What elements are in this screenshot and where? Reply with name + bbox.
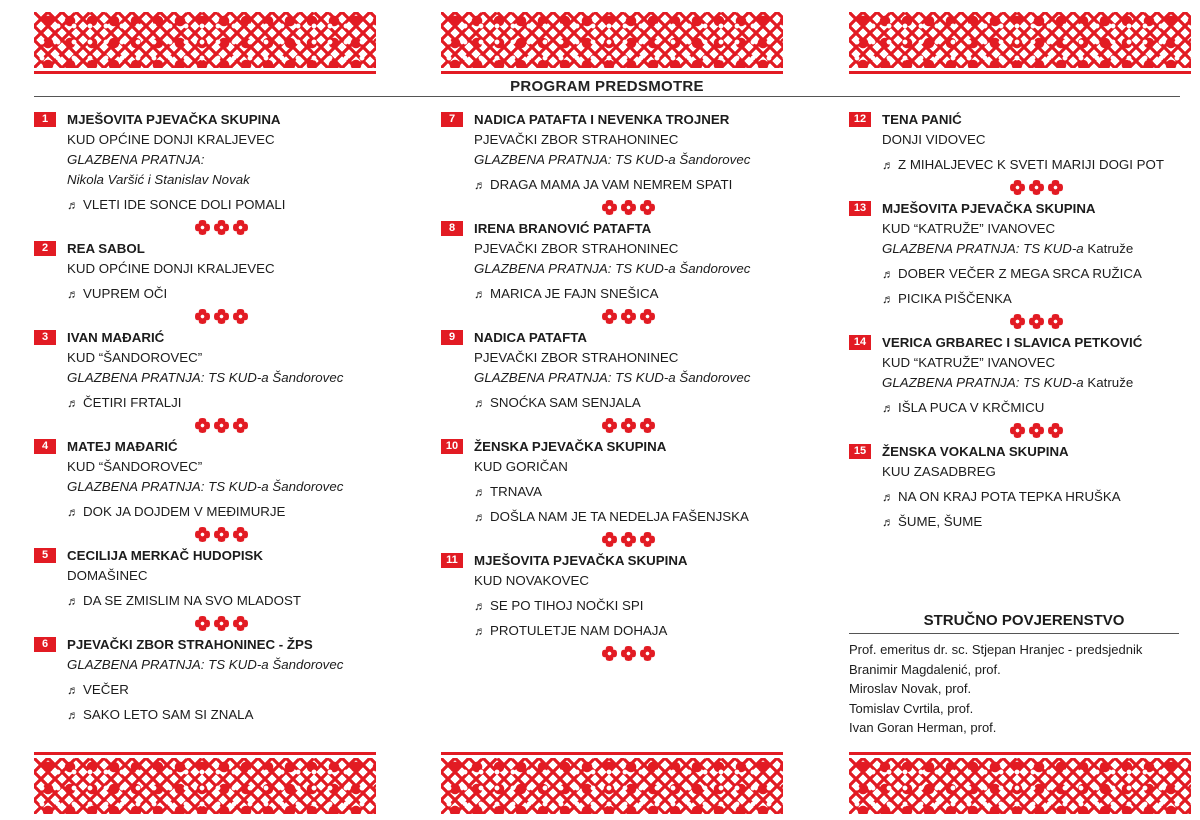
song-title: NA ON KRAJ POTA TEPKA HRUŠKA <box>898 489 1121 504</box>
song-title: PROTULETJE NAM DOHAJA <box>490 623 668 638</box>
entry-number-badge: 15 <box>849 444 871 459</box>
flower-divider <box>441 195 786 219</box>
accompaniment-text: GLAZBENA PRATNJA: TS KUD-a Šandorovec <box>67 657 344 672</box>
music-note-icon: ♬ <box>67 287 79 301</box>
committee-member: Ivan Goran Herman, prof. <box>849 720 997 735</box>
music-note-icon: ♬ <box>67 594 79 608</box>
flower-icon <box>233 616 248 631</box>
program-entry <box>441 110 786 195</box>
flower-icon <box>233 418 248 433</box>
program-entry <box>34 110 379 215</box>
music-note-icon: ♬ <box>882 515 894 529</box>
song-item <box>67 195 379 215</box>
flower-divider <box>849 309 1194 333</box>
accompaniment-line <box>67 655 379 675</box>
song-title: DOK JA DOJDEM V MEĐIMURJE <box>83 504 286 519</box>
flower-icon <box>640 200 655 215</box>
entry-number-badge: 7 <box>441 112 463 127</box>
flower-icon <box>214 616 229 631</box>
performer-name: NADICA PATAFTA I NEVENKA TROJNER <box>474 112 730 127</box>
flower-icon <box>233 309 248 324</box>
song-title: SAKO LETO SAM SI ZNALA <box>83 707 254 722</box>
accompaniment-line <box>882 373 1194 393</box>
song-title: DA SE ZMISLIM NA SVO MLADOST <box>83 593 301 608</box>
flower-icon <box>621 200 636 215</box>
song-item <box>882 487 1194 507</box>
flower-divider <box>34 611 379 635</box>
flower-icon <box>602 646 617 661</box>
flower-icon <box>1029 423 1044 438</box>
program-column-3 <box>849 110 1194 532</box>
committee-member: Tomislav Cvrtila, prof. <box>849 700 974 716</box>
song-item <box>67 502 379 522</box>
entry-number-badge: 13 <box>849 201 871 216</box>
entry-number-badge: 1 <box>34 112 56 127</box>
flower-icon <box>602 532 617 547</box>
music-note-icon: ♬ <box>474 485 486 499</box>
flower-icon <box>602 309 617 324</box>
song-item <box>67 705 379 725</box>
song-title: ČETIRI FRTALJI <box>83 395 182 410</box>
flower-icon <box>621 309 636 324</box>
flower-icon <box>1048 423 1063 438</box>
music-note-icon: ♬ <box>474 510 486 524</box>
flower-icon <box>233 220 248 235</box>
performer-name: TENA PANIĆ <box>882 112 962 127</box>
accompaniment-ensemble: Katruže <box>1087 241 1134 256</box>
song-title: Z MIHALJEVEC K SVETI MARIJI DOGI POT <box>898 157 1164 172</box>
program-entry <box>34 328 379 413</box>
performer-organization: KUD OPĆINE DONJI KRALJEVEC <box>67 132 275 147</box>
flower-icon <box>621 532 636 547</box>
song-item <box>67 680 379 700</box>
flower-divider <box>441 413 786 437</box>
music-note-icon: ♬ <box>474 287 486 301</box>
song-title: MARICA JE FAJN SNEŠICA <box>490 286 659 301</box>
music-note-icon: ♬ <box>474 624 486 638</box>
program-column-2 <box>441 110 786 665</box>
flower-divider <box>34 304 379 328</box>
program-entry <box>34 239 379 304</box>
flower-icon <box>1010 314 1025 329</box>
accompaniment-text: GLAZBENA PRATNJA: TS KUD-a Šandorovec <box>474 370 751 385</box>
song-item <box>474 507 786 527</box>
performer-organization: KUD “KATRUŽE” IVANOVEC <box>882 221 1056 236</box>
song-item <box>882 155 1194 175</box>
program-entry <box>441 437 786 527</box>
folk-ornament-top-left <box>34 12 376 68</box>
flower-icon <box>1010 423 1025 438</box>
accompaniment-ensemble: Katruže <box>1087 375 1134 390</box>
song-item <box>474 393 786 413</box>
performer-organization: KUU ZASADBREG <box>882 464 996 479</box>
performer-organization: KUD “KATRUŽE” IVANOVEC <box>882 355 1056 370</box>
music-note-icon: ♬ <box>474 178 486 192</box>
accompaniment-musicians: Nikola Varšić i Stanislav Novak <box>67 172 250 187</box>
song-title: ŠUME, ŠUME <box>898 514 983 529</box>
song-title: VEČER <box>83 682 129 697</box>
committee-section <box>849 612 1179 738</box>
accompaniment-line <box>67 477 379 497</box>
entry-number-badge: 12 <box>849 112 871 127</box>
flower-icon <box>195 220 210 235</box>
accompaniment-line <box>474 259 786 279</box>
entry-number-badge: 8 <box>441 221 463 236</box>
program-entry <box>849 199 1194 309</box>
song-item <box>882 289 1194 309</box>
song-item <box>474 596 786 616</box>
performer-organization: DONJI VIDOVEC <box>882 132 986 147</box>
folk-ornament-bottom-right <box>849 758 1191 814</box>
entry-number-badge: 4 <box>34 439 56 454</box>
flower-divider <box>441 641 786 665</box>
performer-organization: KUD “ŠANDOROVEC” <box>67 350 203 365</box>
music-note-icon: ♬ <box>882 158 894 172</box>
flower-icon <box>1010 180 1025 195</box>
song-title: DOŠLA NAM JE TA NEDELJA FAŠENJSKA <box>490 509 749 524</box>
committee-member: Branimir Magdalenić, prof. <box>849 661 1001 677</box>
music-note-icon: ♬ <box>882 292 894 306</box>
flower-divider <box>441 527 786 551</box>
song-item <box>67 284 379 304</box>
flower-divider <box>849 175 1194 199</box>
performer-organization: PJEVAČKI ZBOR STRAHONINEC <box>474 132 679 147</box>
accompaniment-line <box>882 239 1194 259</box>
accompaniment-text: GLAZBENA PRATNJA: TS KUD-a <box>882 241 1084 256</box>
song-item <box>882 398 1194 418</box>
entry-number-badge: 3 <box>34 330 56 345</box>
performer-organization: KUD OPĆINE DONJI KRALJEVEC <box>67 261 275 276</box>
entry-number-badge: 11 <box>441 553 463 568</box>
program-entry <box>441 219 786 304</box>
song-item <box>67 591 379 611</box>
entry-number-badge: 2 <box>34 241 56 256</box>
accompaniment-line <box>474 150 786 170</box>
performer-name: ŽENSKA PJEVAČKA SKUPINA <box>474 439 667 454</box>
performer-name: MATEJ MAĐARIĆ <box>67 439 178 454</box>
song-item <box>474 621 786 641</box>
song-title: DOBER VEČER Z MEGA SRCA RUŽICA <box>898 266 1142 281</box>
song-title: DRAGA MAMA JA VAM NEMREM SPATI <box>490 177 733 192</box>
program-entry <box>849 442 1194 532</box>
entry-number-badge: 9 <box>441 330 463 345</box>
music-note-icon: ♬ <box>67 708 79 722</box>
accompaniment-line <box>67 150 379 170</box>
committee-divider <box>849 633 1179 634</box>
flower-icon <box>195 527 210 542</box>
flower-divider <box>34 522 379 546</box>
performer-organization: DOMAŠINEC <box>67 568 148 583</box>
flower-icon <box>1029 314 1044 329</box>
performer-name: MJEŠOVITA PJEVAČKA SKUPINA <box>474 553 688 568</box>
title-divider <box>34 96 1180 97</box>
accompaniment-line <box>474 368 786 388</box>
accompaniment-text: GLAZBENA PRATNJA: TS KUD-a Šandorovec <box>67 370 344 385</box>
program-entry <box>34 635 379 725</box>
music-note-icon: ♬ <box>474 396 486 410</box>
music-note-icon: ♬ <box>882 267 894 281</box>
flower-icon <box>640 418 655 433</box>
folk-ornament-top-center <box>441 12 783 68</box>
committee-title: STRUČNO POVJERENSTVO <box>923 612 1125 629</box>
song-title: SE PO TIHOJ NOČKI SPI <box>490 598 644 613</box>
flower-icon <box>621 646 636 661</box>
flower-icon <box>640 309 655 324</box>
flower-icon <box>214 309 229 324</box>
flower-icon <box>195 309 210 324</box>
flower-icon <box>233 527 248 542</box>
song-item <box>474 482 786 502</box>
performer-name: CECILIJA MERKAČ HUDOPISK <box>67 548 264 563</box>
accompaniment-text: GLAZBENA PRATNJA: TS KUD-a Šandorovec <box>67 479 344 494</box>
entry-number-badge: 5 <box>34 548 56 563</box>
song-item <box>67 393 379 413</box>
performer-name: IRENA BRANOVIĆ PATAFTA <box>474 221 652 236</box>
flower-icon <box>195 418 210 433</box>
performer-organization: PJEVAČKI ZBOR STRAHONINEC <box>474 241 679 256</box>
performer-organization: KUD “ŠANDOROVEC” <box>67 459 203 474</box>
flower-icon <box>214 527 229 542</box>
program-entry <box>849 333 1194 418</box>
song-title: SNOĆKA SAM SENJALA <box>490 395 641 410</box>
performer-name: VERICA GRBAREC I SLAVICA PETKOVIĆ <box>882 335 1143 350</box>
flower-icon <box>640 646 655 661</box>
song-item <box>882 264 1194 284</box>
music-note-icon: ♬ <box>67 396 79 410</box>
accompaniment-line <box>67 368 379 388</box>
program-entry <box>441 551 786 641</box>
song-item <box>882 512 1194 532</box>
music-note-icon: ♬ <box>474 599 486 613</box>
song-title: TRNAVA <box>490 484 542 499</box>
entry-number-badge: 6 <box>34 637 56 652</box>
program-entry <box>34 546 379 611</box>
flower-icon <box>195 616 210 631</box>
flower-icon <box>214 418 229 433</box>
music-note-icon: ♬ <box>67 683 79 697</box>
performer-name: MJEŠOVITA PJEVAČKA SKUPINA <box>882 201 1096 216</box>
performer-name: NADICA PATAFTA <box>474 330 588 345</box>
song-title: VLETI IDE SONCE DOLI POMALI <box>83 197 286 212</box>
flower-icon <box>640 532 655 547</box>
song-title: IŠLA PUCA V KRČMICU <box>898 400 1045 415</box>
entry-number-badge: 10 <box>441 439 463 454</box>
music-note-icon: ♬ <box>67 198 79 212</box>
performer-organization: PJEVAČKI ZBOR STRAHONINEC <box>474 350 679 365</box>
performer-organization: KUD GORIČAN <box>474 459 568 474</box>
program-entry <box>441 328 786 413</box>
performer-name: MJEŠOVITA PJEVAČKA SKUPINA <box>67 112 281 127</box>
flower-icon <box>1029 180 1044 195</box>
music-note-icon: ♬ <box>882 401 894 415</box>
song-item <box>474 284 786 304</box>
committee-member: Miroslav Novak, prof. <box>849 681 972 696</box>
entry-number-badge: 14 <box>849 335 871 350</box>
performer-name: ŽENSKA VOKALNA SKUPINA <box>882 444 1069 459</box>
performer-name: IVAN MAĐARIĆ <box>67 330 165 345</box>
program-entry <box>34 437 379 522</box>
song-title: VUPREM OČI <box>83 286 168 301</box>
folk-ornament-top-right <box>849 12 1191 68</box>
flower-icon <box>621 418 636 433</box>
folk-ornament-bottom-center <box>441 758 783 814</box>
flower-icon <box>1048 314 1063 329</box>
program-column-1 <box>34 110 379 725</box>
performer-name: PJEVAČKI ZBOR STRAHONINEC - ŽPS <box>67 637 313 652</box>
music-note-icon: ♬ <box>67 505 79 519</box>
flower-icon <box>602 418 617 433</box>
flower-divider <box>34 413 379 437</box>
accompaniment-text: GLAZBENA PRATNJA: TS KUD-a Šandorovec <box>474 152 751 167</box>
accompaniment-text: GLAZBENA PRATNJA: TS KUD-a Šandorovec <box>474 261 751 276</box>
flower-icon <box>602 200 617 215</box>
song-item <box>474 175 786 195</box>
flower-icon <box>214 220 229 235</box>
flower-divider <box>849 418 1194 442</box>
flower-divider <box>441 304 786 328</box>
accompaniment-text: GLAZBENA PRATNJA: TS KUD-a <box>882 375 1084 390</box>
committee-member: Prof. emeritus dr. sc. Stjepan Hranjec - predsjednik <box>849 642 1143 657</box>
accompaniment-text: GLAZBENA PRATNJA: <box>67 152 205 167</box>
page-title: PROGRAM PREDSMOTRE <box>510 78 704 95</box>
folk-ornament-bottom-left <box>34 758 376 814</box>
song-title: PICIKA PIŠČENKA <box>898 291 1012 306</box>
performer-name: REA SABOL <box>67 241 145 256</box>
flower-divider <box>34 215 379 239</box>
program-entry <box>849 110 1194 175</box>
performer-organization: KUD NOVAKOVEC <box>474 573 590 588</box>
flower-icon <box>1048 180 1063 195</box>
music-note-icon: ♬ <box>882 490 894 504</box>
